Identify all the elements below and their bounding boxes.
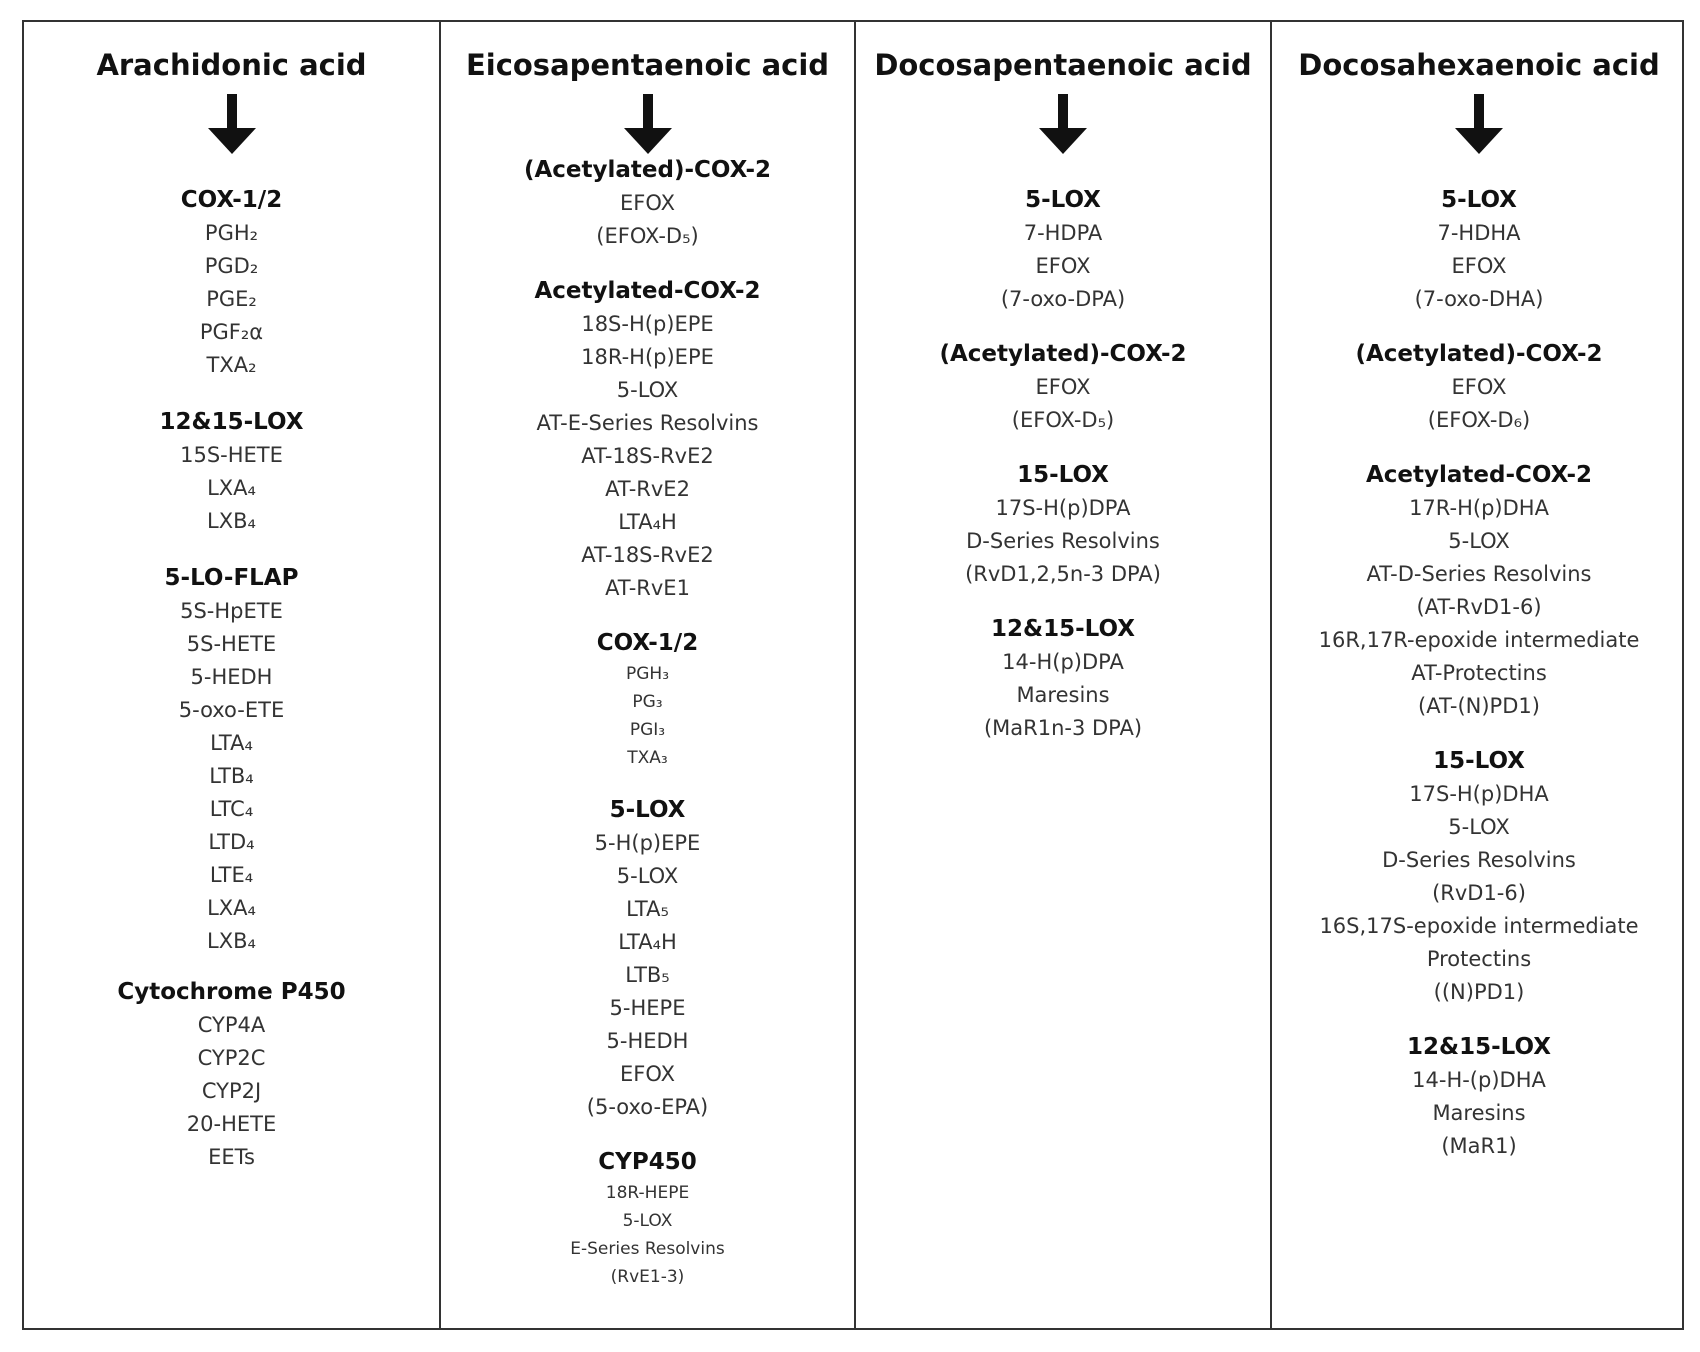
pathway-table bbox=[22, 20, 1684, 1330]
metabolite: TXA₂ bbox=[206, 353, 257, 377]
metabolite: ((N)PD1) bbox=[1433, 980, 1525, 1004]
metabolite: PG₃ bbox=[632, 692, 663, 712]
metabolite: (7-oxo-DPA) bbox=[1000, 287, 1126, 311]
group-heading: 12&15-LOX bbox=[159, 409, 304, 435]
metabolite: AT-RvE1 bbox=[605, 576, 690, 600]
metabolite: (RvD1-6) bbox=[1432, 881, 1526, 905]
metabolite: Maresins bbox=[1016, 683, 1110, 707]
metabolite: D-Series Resolvins bbox=[966, 529, 1160, 553]
group-heading: 5-LO-FLAP bbox=[164, 565, 299, 591]
metabolite: 7-HDHA bbox=[1437, 221, 1521, 245]
metabolite: LXB₄ bbox=[207, 929, 256, 953]
metabolite: 15S-HETE bbox=[180, 443, 283, 467]
metabolite: LXA₄ bbox=[207, 476, 256, 500]
metabolite: EETs bbox=[208, 1145, 255, 1169]
group-heading: 5-LOX bbox=[1441, 187, 1517, 213]
metabolite: CYP2C bbox=[197, 1046, 266, 1070]
group-heading: 15-LOX bbox=[1433, 748, 1525, 774]
metabolite: LTA₅ bbox=[626, 897, 669, 921]
metabolite: (AT-RvD1-6) bbox=[1416, 595, 1542, 619]
metabolite: LXA₄ bbox=[207, 896, 256, 920]
metabolite: Protectins bbox=[1426, 947, 1532, 971]
group-heading: (Acetylated)-COX-2 bbox=[1355, 341, 1603, 367]
metabolite: (7-oxo-DHA) bbox=[1414, 287, 1544, 311]
column-title: Docosahexaenoic acid bbox=[1298, 48, 1660, 82]
metabolite: Maresins bbox=[1432, 1101, 1526, 1125]
metabolite: 5S-HpETE bbox=[180, 599, 283, 623]
column-title: Docosapentaenoic acid bbox=[874, 48, 1252, 82]
metabolite: (MaR1) bbox=[1441, 1134, 1517, 1158]
column-title: Arachidonic acid bbox=[96, 48, 367, 82]
column-docosahexaenoic-acid bbox=[1270, 22, 1686, 1328]
group-heading: 5-LOX bbox=[1025, 187, 1101, 213]
column-eicosapentaenoic-acid bbox=[439, 22, 854, 1328]
group-heading: (Acetylated)-COX-2 bbox=[939, 341, 1187, 367]
metabolite: CYP2J bbox=[201, 1079, 262, 1103]
metabolite: LTB₄ bbox=[209, 764, 254, 788]
metabolite: (EFOX-D₆) bbox=[1427, 408, 1531, 432]
metabolite: LTE₄ bbox=[209, 863, 254, 887]
metabolite: (5-oxo-EPA) bbox=[586, 1095, 709, 1119]
metabolite: 5S-HETE bbox=[186, 632, 277, 656]
metabolite: LTD₄ bbox=[208, 830, 255, 854]
metabolite: 5-LOX bbox=[1448, 529, 1510, 553]
metabolite: 5-H(p)EPE bbox=[594, 831, 701, 855]
metabolite: EFOX bbox=[1035, 254, 1091, 278]
metabolite: PGD₂ bbox=[204, 254, 259, 278]
group-heading: 12&15-LOX bbox=[991, 616, 1135, 642]
metabolite: 16S,17S-epoxide intermediate bbox=[1319, 914, 1639, 938]
metabolite: 7-HDPA bbox=[1023, 221, 1103, 245]
down-arrow-icon bbox=[202, 94, 262, 154]
column-arachidonic-acid bbox=[24, 22, 439, 1328]
metabolite: LTA₄ bbox=[210, 731, 253, 755]
metabolite: EFOX bbox=[1451, 375, 1507, 399]
metabolite: 17S-H(p)DPA bbox=[995, 496, 1131, 520]
group-heading: COX-1/2 bbox=[180, 187, 283, 213]
metabolite: PGH₂ bbox=[204, 221, 259, 245]
metabolite: EFOX bbox=[620, 191, 675, 215]
metabolite: 5-HEDH bbox=[190, 665, 273, 689]
metabolite: AT-RvE2 bbox=[605, 477, 690, 501]
metabolite: 5-LOX bbox=[616, 864, 679, 888]
metabolite: 5-HEPE bbox=[609, 996, 686, 1020]
metabolite: (AT-(N)PD1) bbox=[1418, 694, 1540, 718]
metabolite: LTA₄H bbox=[618, 930, 677, 954]
metabolite: LXB₄ bbox=[207, 509, 256, 533]
metabolite: 5-LOX bbox=[1448, 815, 1510, 839]
group-heading: CYP450 bbox=[598, 1149, 697, 1175]
metabolite: LTC₄ bbox=[209, 797, 254, 821]
metabolite: (RvE1-3) bbox=[610, 1267, 685, 1287]
metabolite: 18R-HEPE bbox=[605, 1183, 690, 1203]
metabolite: EFOX bbox=[1035, 375, 1091, 399]
metabolite: 16R,17R-epoxide intermediate bbox=[1318, 628, 1640, 652]
metabolite: 14-H(p)DPA bbox=[1002, 650, 1124, 674]
group-heading: COX-1/2 bbox=[596, 630, 699, 656]
metabolite: 17S-H(p)DHA bbox=[1409, 782, 1549, 806]
group-heading: 15-LOX bbox=[1017, 462, 1109, 488]
metabolite: PGE₂ bbox=[206, 287, 257, 311]
metabolite: 18R-H(p)EPE bbox=[581, 345, 714, 369]
metabolite: 5-HEDH bbox=[606, 1029, 689, 1053]
group-heading: Acetylated-COX-2 bbox=[1365, 462, 1593, 488]
metabolite: LTA₄H bbox=[618, 510, 677, 534]
metabolite: TXA₃ bbox=[627, 748, 668, 768]
down-arrow-icon bbox=[1033, 94, 1093, 154]
group-heading: Acetylated-COX-2 bbox=[534, 278, 761, 304]
metabolite: EFOX bbox=[620, 1062, 675, 1086]
metabolite: PGF₂α bbox=[199, 320, 264, 344]
metabolite: EFOX bbox=[1451, 254, 1507, 278]
down-arrow-icon bbox=[618, 94, 678, 154]
metabolite: E-Series Resolvins bbox=[570, 1239, 725, 1259]
column-docosapentaenoic-acid bbox=[854, 22, 1270, 1328]
metabolite: 20-HETE bbox=[186, 1112, 277, 1136]
metabolite: 17R-H(p)DHA bbox=[1409, 496, 1549, 520]
metabolite: LTB₅ bbox=[625, 963, 670, 987]
metabolite: (EFOX-D₅) bbox=[1011, 408, 1115, 432]
metabolite: AT-D-Series Resolvins bbox=[1366, 562, 1592, 586]
column-title: Eicosapentaenoic acid bbox=[465, 48, 830, 82]
metabolite: PGI₃ bbox=[629, 720, 666, 740]
metabolite: (EFOX-D₅) bbox=[596, 224, 699, 248]
metabolite: 5-LOX bbox=[616, 378, 679, 402]
metabolite: 5-LOX bbox=[622, 1211, 673, 1231]
metabolite: AT-18S-RvE2 bbox=[581, 543, 714, 567]
metabolite: PGH₃ bbox=[625, 664, 670, 684]
group-heading: Cytochrome P450 bbox=[117, 979, 346, 1005]
metabolite: D-Series Resolvins bbox=[1382, 848, 1576, 872]
metabolite: 5-oxo-ETE bbox=[178, 698, 285, 722]
metabolite: 18S-H(p)EPE bbox=[581, 312, 714, 336]
group-heading: 12&15-LOX bbox=[1407, 1034, 1551, 1060]
metabolite: 14-H-(p)DHA bbox=[1412, 1068, 1546, 1092]
metabolite: AT-18S-RvE2 bbox=[581, 444, 714, 468]
metabolite: (MaR1n-3 DPA) bbox=[983, 716, 1143, 740]
group-heading: (Acetylated)-COX-2 bbox=[523, 157, 772, 183]
group-heading: 5-LOX bbox=[609, 797, 686, 823]
metabolite: CYP4A bbox=[197, 1013, 266, 1037]
metabolite: AT-E-Series Resolvins bbox=[536, 411, 759, 435]
metabolite: (RvD1,2,5n-3 DPA) bbox=[965, 562, 1161, 586]
metabolite: AT-Protectins bbox=[1411, 661, 1547, 685]
down-arrow-icon bbox=[1449, 94, 1509, 154]
